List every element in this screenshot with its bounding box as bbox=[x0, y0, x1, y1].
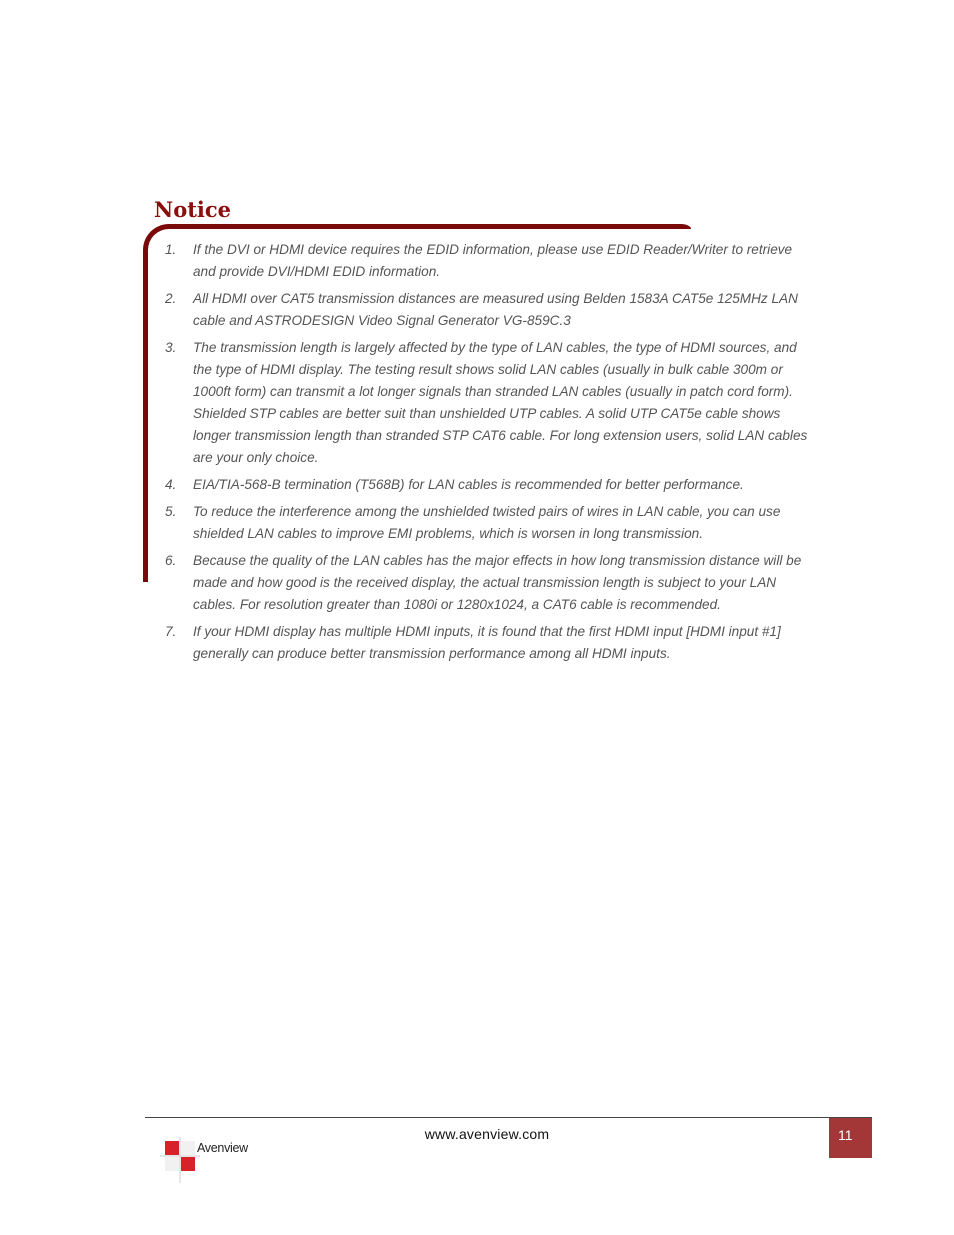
list-item bbox=[165, 474, 815, 496]
logo-text: Avenview bbox=[197, 1141, 248, 1155]
item-text: The transmission length is largely affected by the type of LAN cables, the type of HDMI sources, and the type of HDMI display. The testing result shows solid LAN cables (usually in bulk cable 300m or 1000ft form) can transmit a lot longer signals than stranded LAN cables (usually in patch cord form). Shielded STP cables are better suit than unshielded UTP cables. A solid UTP CAT5e cable shows longer transmission length than stranded STP CAT6 cable. For long extension users, solid LAN cables are your only choice. bbox=[193, 340, 808, 465]
item-text: Because the quality of the LAN cables has the major effects in how long transmission distance will be made and how good is the received display, the actual transmission length is subject to your LAN cables. For resolution greater than 1080i or 1280x1024, a CAT6 cable is recommended. bbox=[193, 553, 802, 612]
item-number: 7. bbox=[165, 624, 177, 639]
item-number: 3. bbox=[165, 340, 177, 355]
item-number: 1. bbox=[165, 242, 177, 257]
avenview-logo bbox=[160, 1137, 260, 1183]
list-item bbox=[165, 337, 815, 469]
item-number: 5. bbox=[165, 504, 177, 519]
item-number: 2. bbox=[165, 291, 177, 306]
list-item bbox=[165, 501, 815, 545]
notice-title: Notice bbox=[154, 197, 232, 222]
list-item bbox=[165, 239, 815, 283]
footer-url: www.avenview.com bbox=[424, 1126, 550, 1142]
page-number: 11 bbox=[829, 1118, 872, 1158]
item-text: If your HDMI display has multiple HDMI inputs, it is found that the first HDMI input [HDMI input #1] generally can produce better transmission performance among all HDMI inputs. bbox=[193, 624, 781, 661]
item-number: 6. bbox=[165, 553, 177, 568]
list-item bbox=[165, 550, 815, 616]
list-item bbox=[165, 288, 815, 332]
item-text: To reduce the interference among the unshielded twisted pairs of wires in LAN cable, you can use shielded LAN cables to improve EMI problems, which is worsen in long transmission. bbox=[193, 504, 781, 541]
item-text: EIA/TIA-568-B termination (T568B) for LAN cables is recommended for better performance. bbox=[193, 477, 744, 492]
item-text: If the DVI or HDMI device requires the EDID information, please use EDID Reader/Writer to retrieve and provide DVI/HDMI EDID information. bbox=[193, 242, 793, 279]
list-item bbox=[165, 621, 815, 665]
item-number: 4. bbox=[165, 477, 177, 492]
notice-list bbox=[165, 239, 815, 670]
item-text: All HDMI over CAT5 transmission distances are measured using Belden 1583A CAT5e 125MHz LAN cable and ASTRODESIGN Video Signal Generator VG-859C.3 bbox=[193, 291, 798, 328]
logo-squares-icon bbox=[160, 1137, 200, 1183]
footer-divider bbox=[145, 1117, 872, 1118]
